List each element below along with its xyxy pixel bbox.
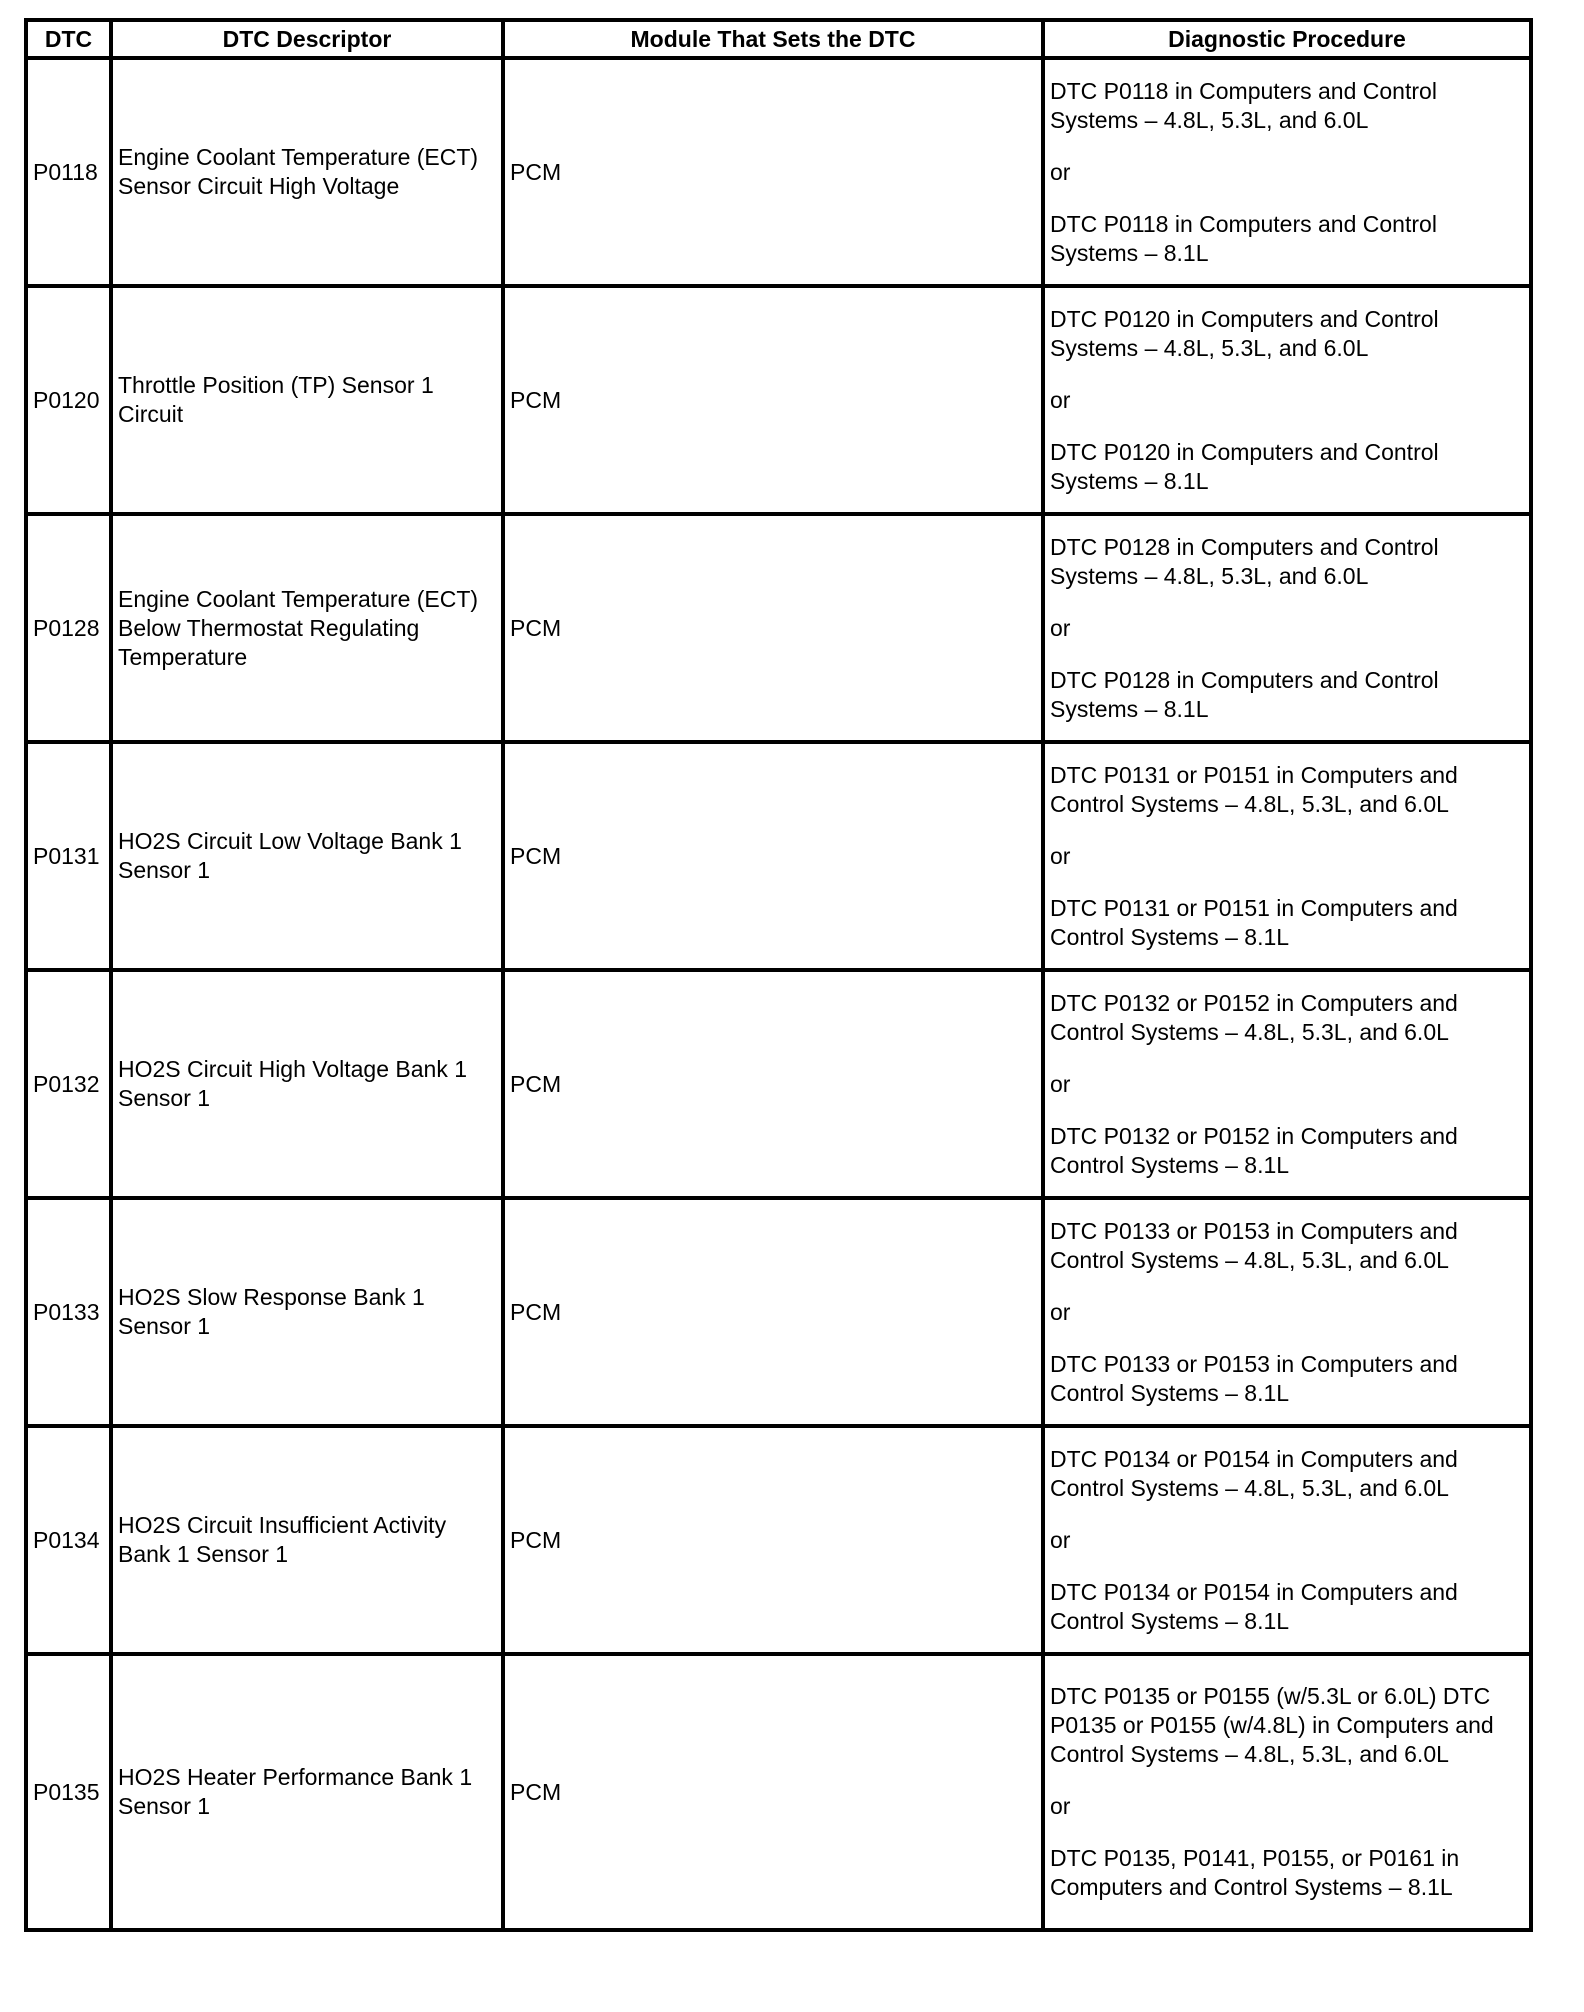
module-name: PCM (503, 970, 1043, 1198)
procedure-alternate: DTC P0133 or P0153 in Computers and Control Systems – 8.1L (1050, 1350, 1458, 1406)
dtc-code: P0128 (26, 514, 111, 742)
procedure-primary: DTC P0135 or P0155 (w/5.3L or 6.0L) DTC P0135 or P0155 (w/4.8L) in Computers and Control Systems – 4.8L, 5.3L, and 6.0L (1050, 1683, 1494, 1767)
procedure-alternate: DTC P0135, P0141, P0155, or P0161 in Computers and Control Systems – 8.1L (1050, 1845, 1460, 1900)
module-name: PCM (503, 1654, 1043, 1930)
diagnostic-procedure (1043, 1426, 1531, 1654)
table-row (26, 58, 1531, 286)
procedure-primary: DTC P0132 or P0152 in Computers and Control Systems – 4.8L, 5.3L, and 6.0L (1050, 989, 1458, 1045)
dtc-descriptor: Engine Coolant Temperature (ECT) Sensor Circuit High Voltage (111, 58, 503, 286)
header-dtc: DTC (26, 20, 111, 58)
procedure-alternate: DTC P0118 in Computers and Control Systems – 8.1L (1050, 210, 1437, 266)
table-row (26, 286, 1531, 514)
dtc-code: P0133 (26, 1198, 111, 1426)
procedure-primary: DTC P0133 or P0153 in Computers and Control Systems – 4.8L, 5.3L, and 6.0L (1050, 1217, 1458, 1273)
diagnostic-procedure (1043, 1198, 1531, 1426)
dtc-descriptor: HO2S Circuit Low Voltage Bank 1 Sensor 1 (111, 742, 503, 970)
table-row (26, 970, 1531, 1198)
table-row (26, 1654, 1531, 1930)
table-row (26, 742, 1531, 970)
module-name: PCM (503, 286, 1043, 514)
module-name: PCM (503, 514, 1043, 742)
dtc-descriptor: HO2S Slow Response Bank 1 Sensor 1 (111, 1198, 503, 1426)
procedure-primary: DTC P0120 in Computers and Control Systems – 4.8L, 5.3L, and 6.0L (1050, 305, 1439, 361)
dtc-code: P0131 (26, 742, 111, 970)
procedure-primary: DTC P0134 or P0154 in Computers and Control Systems – 4.8L, 5.3L, and 6.0L (1050, 1445, 1458, 1501)
procedure-alternate: DTC P0128 in Computers and Control Systems – 8.1L (1050, 666, 1439, 722)
header-row (26, 20, 1531, 58)
dtc-code: P0134 (26, 1426, 111, 1654)
module-name: PCM (503, 742, 1043, 970)
dtc-descriptor: HO2S Heater Performance Bank 1 Sensor 1 (111, 1654, 503, 1930)
dtc-descriptor: HO2S Circuit High Voltage Bank 1 Sensor 1 (111, 970, 503, 1198)
procedure-alternate: DTC P0132 or P0152 in Computers and Control Systems – 8.1L (1050, 1122, 1458, 1178)
table-row (26, 514, 1531, 742)
procedure-primary: DTC P0118 in Computers and Control Systems – 4.8L, 5.3L, and 6.0L (1050, 77, 1437, 133)
dtc-code: P0120 (26, 286, 111, 514)
module-name: PCM (503, 58, 1043, 286)
dtc-code: P0118 (26, 58, 111, 286)
header-procedure: Diagnostic Procedure (1043, 20, 1531, 58)
diagnostic-procedure (1043, 514, 1531, 742)
module-name: PCM (503, 1198, 1043, 1426)
procedure-or: or (1050, 386, 1071, 413)
procedure-alternate: DTC P0134 or P0154 in Computers and Control Systems – 8.1L (1050, 1578, 1458, 1634)
procedure-or: or (1050, 842, 1071, 869)
dtc-descriptor: HO2S Circuit Insufficient Activity Bank 1 Sensor 1 (111, 1426, 503, 1654)
dtc-descriptor: Throttle Position (TP) Sensor 1 Circuit (111, 286, 503, 514)
diagnostic-procedure (1043, 58, 1531, 286)
dtc-code: P0135 (26, 1654, 111, 1930)
header-descriptor: DTC Descriptor (111, 20, 503, 58)
dtc-table (24, 18, 1533, 1932)
procedure-alternate: DTC P0131 or P0151 in Computers and Control Systems – 8.1L (1050, 894, 1458, 950)
procedure-or: or (1050, 1526, 1071, 1553)
dtc-descriptor: Engine Coolant Temperature (ECT) Below Thermostat Regulating Temperature (111, 514, 503, 742)
procedure-or: or (1050, 1298, 1071, 1325)
table-row (26, 1426, 1531, 1654)
procedure-or: or (1050, 158, 1071, 185)
diagnostic-procedure (1043, 286, 1531, 514)
dtc-code: P0132 (26, 970, 111, 1198)
diagnostic-procedure (1043, 970, 1531, 1198)
procedure-primary: DTC P0128 in Computers and Control Systems – 4.8L, 5.3L, and 6.0L (1050, 533, 1439, 589)
procedure-or: or (1050, 614, 1071, 641)
header-module: Module That Sets the DTC (503, 20, 1043, 58)
procedure-alternate: DTC P0120 in Computers and Control Systems – 8.1L (1050, 438, 1439, 494)
module-name: PCM (503, 1426, 1043, 1654)
procedure-primary: DTC P0131 or P0151 in Computers and Control Systems – 4.8L, 5.3L, and 6.0L (1050, 761, 1458, 817)
diagnostic-procedure (1043, 1654, 1531, 1930)
table-row (26, 1198, 1531, 1426)
diagnostic-procedure (1043, 742, 1531, 970)
procedure-or: or (1050, 1793, 1071, 1819)
procedure-or: or (1050, 1070, 1071, 1097)
